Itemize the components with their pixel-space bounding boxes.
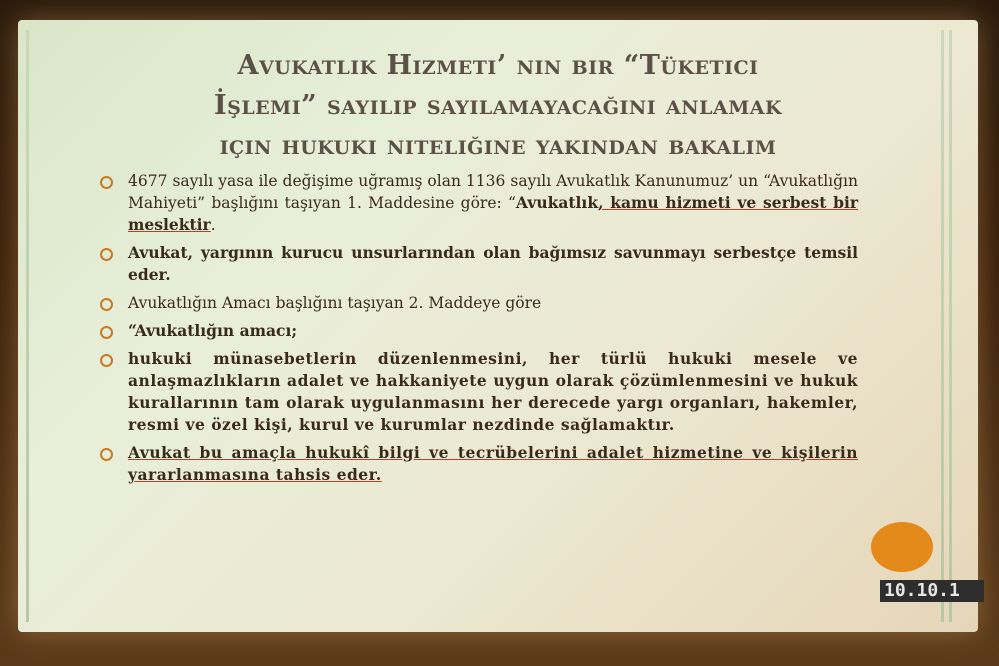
bullet-item: [98, 292, 858, 314]
bullet-icon: [100, 326, 113, 339]
bullet-icon: [100, 354, 113, 367]
bullet-icon: [100, 176, 113, 189]
bullet-text: Avukatlığın Amacı başlığını taşıyan 2. Maddeye göre: [128, 294, 542, 312]
bullet-text: Avukat bu amaçla hukukî bilgi ve tecrübelerini adalet hizmetine ve kişilerin yararlanmasına tahsis eder.: [128, 443, 858, 484]
bullet-icon: [100, 248, 113, 261]
bullet-item: [98, 320, 858, 342]
bullet-item: [98, 348, 858, 436]
slide-title: [78, 46, 918, 166]
bullet-list: [98, 170, 858, 492]
title-line-2: İşlemi” sayılıp sayılamayacağını anlamak: [213, 90, 783, 121]
slide: [18, 20, 978, 632]
bullet-icon: [100, 298, 113, 311]
bullet-end: .: [210, 216, 216, 234]
bullet-item: [98, 442, 858, 486]
bullet-text: “Avukatlığın amacı;: [128, 321, 298, 340]
bullet-text: hukuki münasebetlerin düzenlenmesini, her türlü hukuki mesele ve anlaşmazlıkların adalet ve hakkaniyete uygun olarak çözümlenmesini ve hukuk kurallarının tam olarak uygulanmasını her derecede yargı organları, hakemler, resmi ve özel kişi, kurul ve kurumlar nezdinde sağlamaktır.: [128, 349, 858, 434]
bullet-bold-text: Avukatlık: [515, 193, 599, 212]
bullet-item: [98, 170, 858, 236]
bullet-item: [98, 242, 858, 286]
title-line-3: için hukuki niteliğine yakından bakalım: [219, 130, 777, 161]
slide-right-border: [949, 30, 952, 622]
title-line-1: Avukatlık Hizmeti’ nin bir “Tüketici: [237, 50, 759, 81]
bullet-text: Avukat, yargının kurucu unsurlarından olan bağımsız savunmayı serbestçe temsil eder.: [128, 243, 858, 284]
slide-left-border: [26, 30, 29, 622]
orange-circle-decoration: [871, 522, 933, 572]
date-label: 10.10.1: [880, 580, 984, 602]
bullet-underlined-text: , kamu hizmeti ve serbest bir meslektir: [128, 193, 858, 234]
bullet-icon: [100, 448, 113, 461]
slide-right-border-inner: [941, 30, 944, 622]
bullet-text: 4677 sayılı yasa ile değişime uğramış olan 1136 sayılı Avukatlık Kanunumuz’ un “Avukatlığın Mahiyeti” başlığını taşıyan 1. Maddesine göre: “: [128, 172, 858, 212]
